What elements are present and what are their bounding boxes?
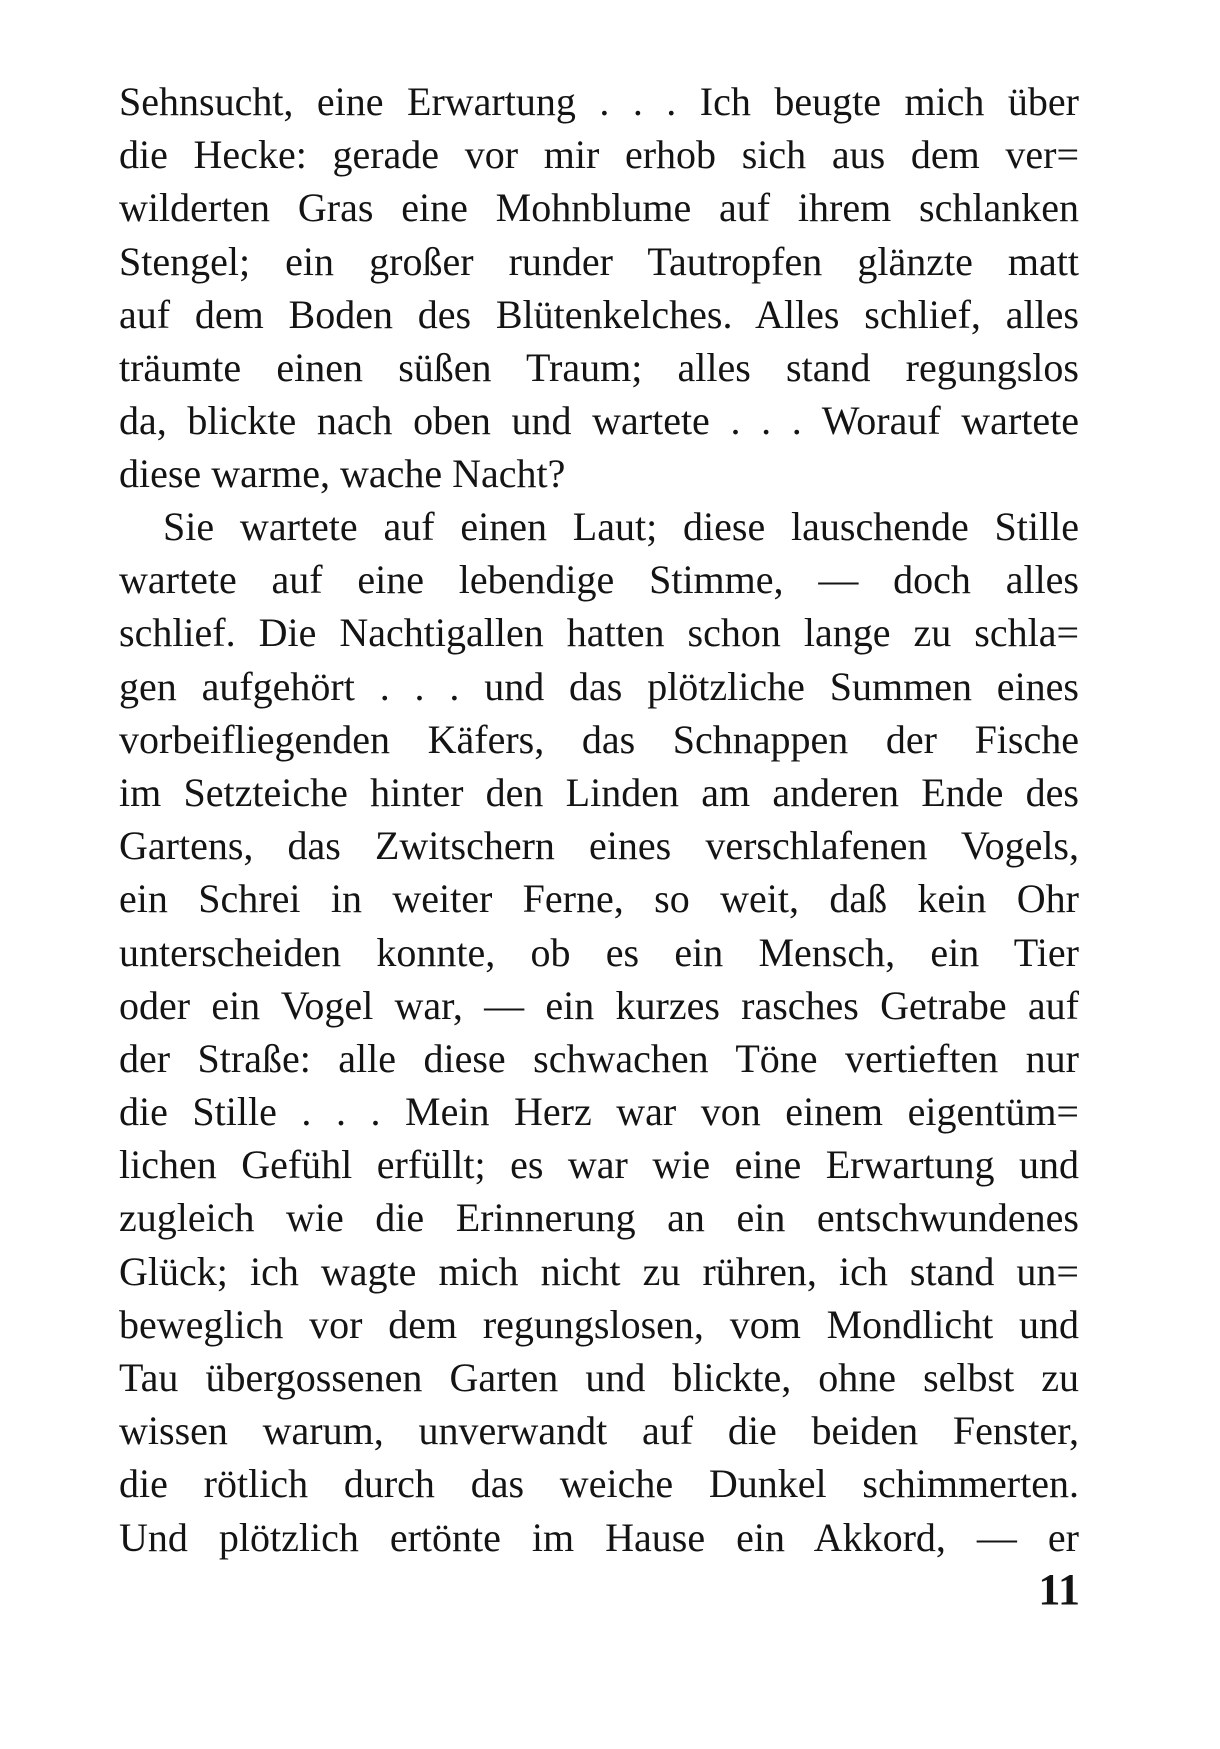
text-line: auf dem Boden des Blütenkelches. Alles schlief, alles (119, 291, 1079, 337)
text-line: Glück; ich wagte mich nicht zu rühren, ich stand un= (119, 1248, 1079, 1294)
text-line: schlief. Die Nachtigallen hatten schon lange zu schla= (119, 610, 1079, 656)
text-line: die rötlich durch das weiche Dunkel schimmerten. (119, 1461, 1079, 1507)
text-line: wilderten Gras eine Mohnblume auf ihrem schlanken (119, 185, 1079, 231)
paragraph-1 (119, 75, 1079, 501)
text-line: Und plötzlich ertönte im Hause ein Akkord, — er (119, 1514, 1079, 1560)
text-line: Sehnsucht, eine Erwartung . . . Ich beugte mich über (119, 79, 1079, 124)
page-number: 11 (1038, 1565, 1080, 1614)
text-line: beweglich vor dem regungslosen, vom Mondlicht und (119, 1301, 1079, 1347)
text-line: vorbeifliegenden Käfers, das Schnappen der Fische (119, 716, 1079, 762)
text-line: träumte einen süßen Traum; alles stand regungslos (119, 344, 1079, 390)
paragraph-2 (119, 500, 1079, 1564)
text-line: lichen Gefühl erfüllt; es war wie eine Erwartung und (119, 1142, 1079, 1188)
text-line: ein Schrei in weiter Ferne, so weit, daß kein Ohr (119, 876, 1079, 922)
text-line: Tau übergossenen Garten und blickte, ohne selbst zu (119, 1355, 1079, 1400)
text-line: zugleich wie die Erinnerung an ein entschwundenes (119, 1195, 1079, 1241)
text-line: wissen warum, unverwandt auf die beiden Fenster, (119, 1408, 1079, 1454)
text-line: oder ein Vogel war, — ein kurzes rasches Getrabe auf (119, 982, 1079, 1028)
text-line: Sie wartete auf einen Laut; diese lauschende Stille (163, 504, 1079, 549)
text-line: die Stille . . . Mein Herz war von einem eigentüm= (119, 1089, 1079, 1135)
text-line: wartete auf eine lebendige Stimme, — doch alles (119, 557, 1079, 603)
text-line: unterscheiden konnte, ob es ein Mensch, ein Tier (119, 929, 1079, 975)
text-line: die Hecke: gerade vor mir erhob sich aus dem ver= (119, 132, 1079, 178)
text-line: diese warme, wache Nacht? (119, 451, 566, 497)
text-line: im Setzteiche hinter den Linden am anderen Ende des (119, 769, 1079, 815)
text-line: da, blickte nach oben und wartete . . . Worauf wartete (119, 398, 1079, 444)
text-line: der Straße: alle diese schwachen Töne vertieften nur (119, 1035, 1079, 1081)
text-line: Stengel; ein großer runder Tautropfen glänzte matt (119, 238, 1079, 284)
text-line: Gartens, das Zwitschern eines verschlafenen Vogels, (119, 823, 1079, 869)
text-line: gen aufgehört . . . und das plötzliche Summen eines (119, 663, 1079, 709)
